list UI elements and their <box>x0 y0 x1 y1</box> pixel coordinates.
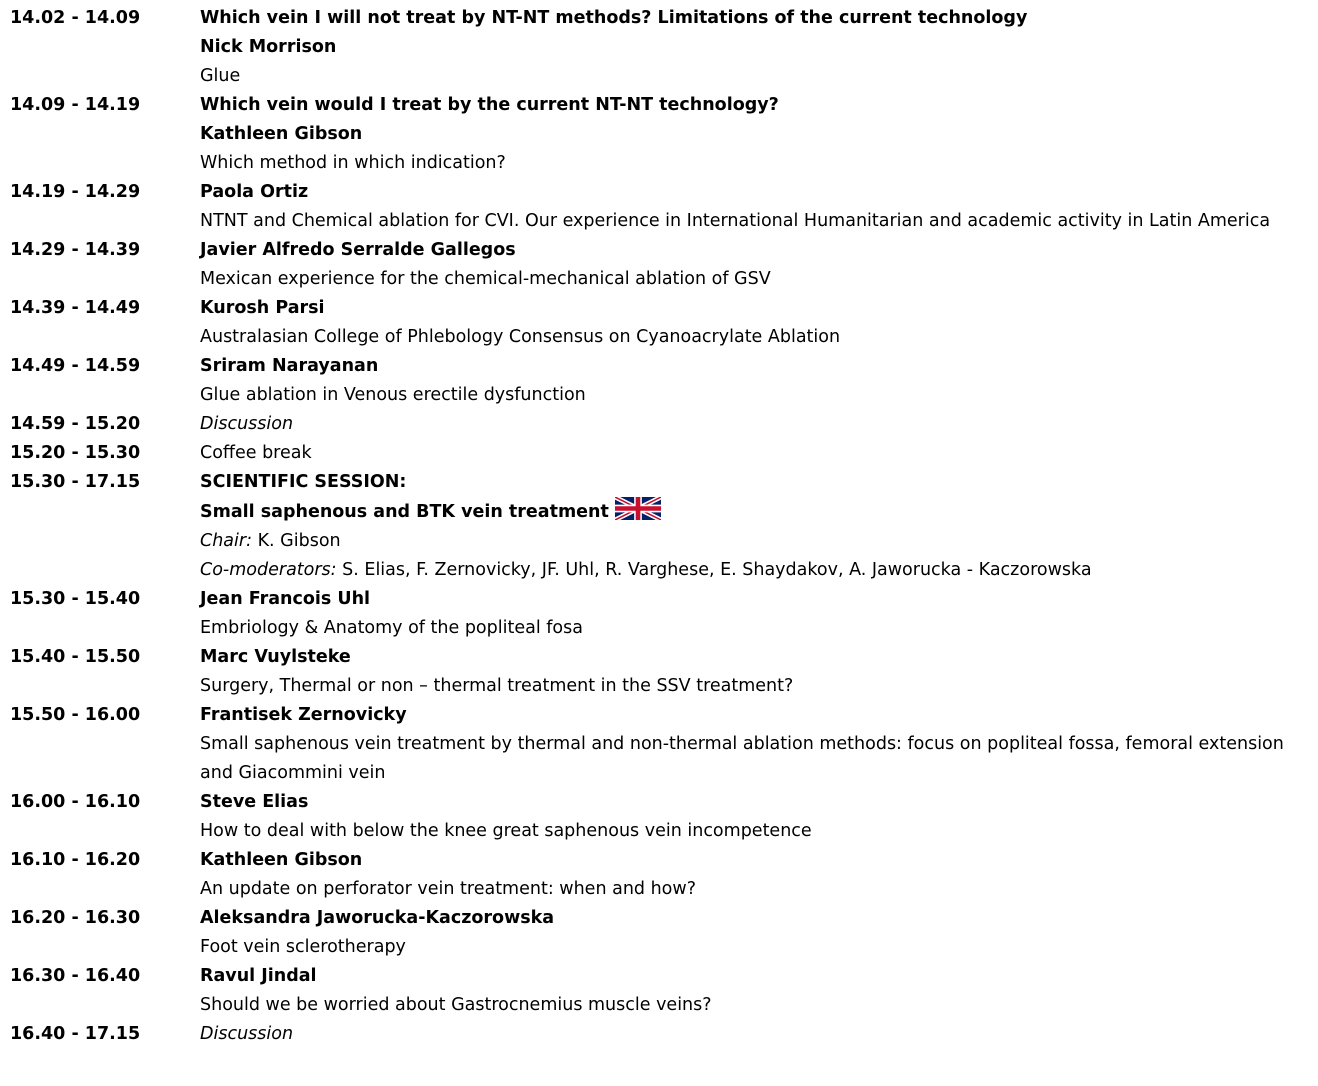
speaker-name: Frantisek Zernovicky <box>200 705 407 725</box>
time-slot: 16.20 - 16.30 <box>10 908 141 928</box>
schedule-row <box>0 788 1318 846</box>
speaker-name: Aleksandra Jaworucka-Kaczorowska <box>200 908 555 928</box>
detail-line <box>200 4 1306 33</box>
session-details <box>200 91 1318 178</box>
time-slot: 16.00 - 16.10 <box>10 792 141 812</box>
talk-title: Foot vein sclerotherapy <box>200 937 406 957</box>
time-slot: 16.30 - 16.40 <box>10 966 141 986</box>
talk-title: SCIENTIFIC SESSION: <box>200 472 407 492</box>
session-details <box>200 1020 1318 1049</box>
session-details <box>200 439 1318 468</box>
detail-line <box>200 991 1306 1020</box>
schedule-row <box>0 585 1318 643</box>
time-slot: 15.20 - 15.30 <box>10 443 141 463</box>
detail-line <box>200 614 1306 643</box>
detail-line <box>200 468 1306 497</box>
speaker-name: Marc Vuylsteke <box>200 647 351 667</box>
schedule-row <box>0 178 1318 236</box>
schedule-row <box>0 352 1318 410</box>
speaker-name: Steve Elias <box>200 792 309 812</box>
detail-line <box>200 236 1306 265</box>
detail-line <box>200 1020 1306 1049</box>
time-slot: 14.29 - 14.39 <box>10 240 141 260</box>
detail-line <box>200 643 1306 672</box>
detail-line <box>200 62 1306 91</box>
detail-line <box>200 875 1306 904</box>
talk-title: Small saphenous and BTK vein treatment <box>200 502 609 522</box>
talk-title: Which method in which indication? <box>200 153 506 173</box>
talk-title: Small saphenous vein treatment by thermal and non-thermal ablation methods: focus on popliteal fossa, femoral extension and Giacommini vein <box>200 734 1284 783</box>
time-slot: 16.40 - 17.15 <box>10 1024 141 1044</box>
speaker-name: Kathleen Gibson <box>200 850 363 870</box>
discussion-label: Discussion <box>200 1024 294 1044</box>
schedule-row <box>0 91 1318 178</box>
talk-title: Should we be worried about Gastrocnemius muscle veins? <box>200 995 712 1015</box>
session-details <box>200 468 1318 585</box>
role-label: Chair: <box>200 531 252 551</box>
schedule-row <box>0 643 1318 701</box>
moderator-line <box>200 527 1306 556</box>
detail-line <box>200 439 1306 468</box>
detail-line <box>200 149 1306 178</box>
session-details <box>200 788 1318 846</box>
detail-line <box>200 904 1306 933</box>
detail-line <box>200 730 1306 788</box>
detail-line <box>200 33 1306 62</box>
detail-line <box>200 91 1306 120</box>
session-details <box>200 294 1318 352</box>
discussion-label: Discussion <box>200 414 294 434</box>
talk-title: Which vein would I treat by the current NT-NT technology? <box>200 95 779 115</box>
detail-line <box>200 962 1306 991</box>
detail-line <box>200 497 1306 527</box>
detail-line <box>200 701 1306 730</box>
schedule-row <box>0 294 1318 352</box>
detail-line <box>200 265 1306 294</box>
time-slot: 14.19 - 14.29 <box>10 182 141 202</box>
role-names: S. Elias, F. Zernovicky, JF. Uhl, R. Varghese, E. Shaydakov, A. Jaworucka - Kaczorowska <box>342 560 1092 580</box>
speaker-name: Javier Alfredo Serralde Gallegos <box>200 240 516 260</box>
schedule-row <box>0 410 1318 439</box>
schedule-row <box>0 439 1318 468</box>
detail-line <box>200 120 1306 149</box>
detail-line <box>200 933 1306 962</box>
session-details <box>200 904 1318 962</box>
time-slot: 15.30 - 15.40 <box>10 589 141 609</box>
talk-title: Glue <box>200 66 241 86</box>
speaker-name: Sriram Narayanan <box>200 356 379 376</box>
talk-title: Glue ablation in Venous erectile dysfunction <box>200 385 586 405</box>
time-slot: 15.30 - 17.15 <box>10 472 141 492</box>
detail-line <box>200 817 1306 846</box>
time-slot: 14.02 - 14.09 <box>10 8 141 28</box>
speaker-name: Ravul Jindal <box>200 966 317 986</box>
talk-title: An update on perforator vein treatment: when and how? <box>200 879 696 899</box>
session-details <box>200 846 1318 904</box>
time-slot: 14.49 - 14.59 <box>10 356 141 376</box>
session-details <box>200 962 1318 1020</box>
talk-title: Nick Morrison <box>200 37 337 57</box>
session-details <box>200 178 1318 236</box>
time-slot: 15.40 - 15.50 <box>10 647 141 667</box>
detail-line <box>200 585 1306 614</box>
talk-title: NTNT and Chemical ablation for CVI. Our experience in International Humanitarian and academic activity in Latin America <box>200 211 1271 231</box>
session-details <box>200 352 1318 410</box>
detail-line <box>200 294 1306 323</box>
talk-title: Embriology & Anatomy of the popliteal fosa <box>200 618 583 638</box>
session-details <box>200 236 1318 294</box>
schedule-row <box>0 1020 1318 1049</box>
time-slot: 14.59 - 15.20 <box>10 414 141 434</box>
role-names: K. Gibson <box>257 531 341 551</box>
detail-line <box>200 352 1306 381</box>
time-slot: 15.50 - 16.00 <box>10 705 141 725</box>
schedule-row <box>0 904 1318 962</box>
role-label: Co-moderators: <box>200 560 337 580</box>
talk-title: Coffee break <box>200 443 312 463</box>
uk-flag-icon <box>615 497 661 520</box>
talk-title: Australasian College of Phlebology Consensus on Cyanoacrylate Ablation <box>200 327 841 347</box>
schedule-row <box>0 962 1318 1020</box>
schedule-row <box>0 236 1318 294</box>
detail-line <box>200 381 1306 410</box>
talk-title: How to deal with below the knee great saphenous vein incompetence <box>200 821 812 841</box>
talk-title: Mexican experience for the chemical-mechanical ablation of GSV <box>200 269 771 289</box>
schedule-row <box>0 701 1318 788</box>
detail-line <box>200 788 1306 817</box>
speaker-name: Paola Ortiz <box>200 182 309 202</box>
talk-title: Surgery, Thermal or non – thermal treatment in the SSV treatment? <box>200 676 794 696</box>
talk-title: Which vein I will not treat by NT-NT methods? Limitations of the current technology <box>200 8 1028 28</box>
time-slot: 16.10 - 16.20 <box>10 850 141 870</box>
detail-line <box>200 410 1306 439</box>
detail-line <box>200 178 1306 207</box>
session-details <box>200 701 1318 788</box>
detail-line <box>200 672 1306 701</box>
schedule-row <box>0 4 1318 91</box>
speaker-name: Jean Francois Uhl <box>200 589 371 609</box>
moderator-line <box>200 556 1306 585</box>
schedule-row <box>0 846 1318 904</box>
detail-line <box>200 846 1306 875</box>
session-details <box>200 585 1318 643</box>
detail-line <box>200 323 1306 352</box>
session-details <box>200 643 1318 701</box>
schedule-row <box>0 468 1318 585</box>
session-details <box>200 410 1318 439</box>
speaker-name: Kurosh Parsi <box>200 298 325 318</box>
detail-line <box>200 207 1306 236</box>
time-slot: 14.09 - 14.19 <box>10 95 141 115</box>
time-slot: 14.39 - 14.49 <box>10 298 141 318</box>
session-details <box>200 4 1318 91</box>
talk-title: Kathleen Gibson <box>200 124 363 144</box>
